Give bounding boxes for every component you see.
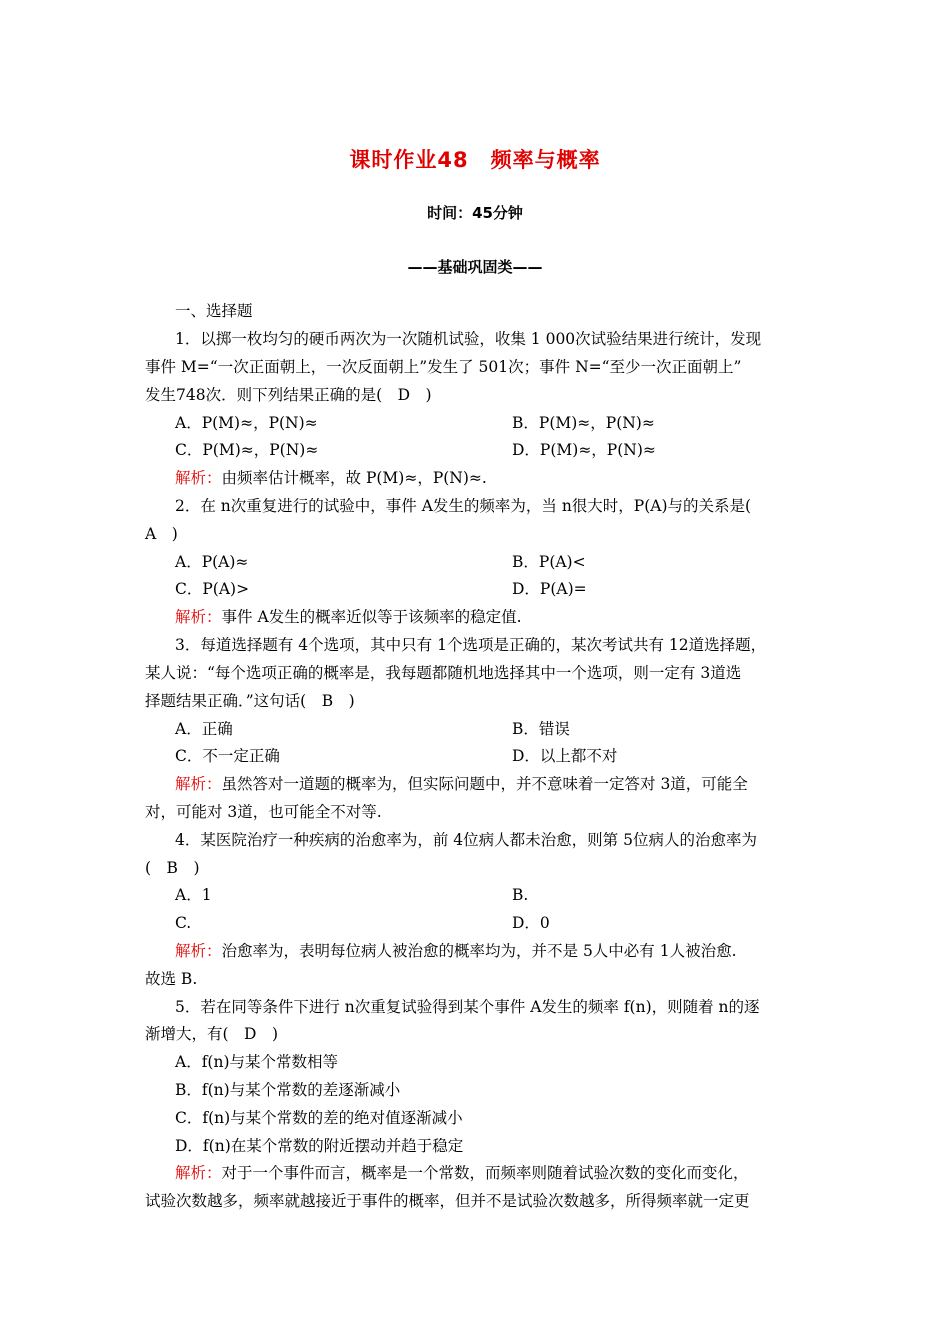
question-2-option-d: D．P(A)= — [512, 580, 587, 598]
time-limit: 时间：45分钟 — [427, 204, 523, 222]
question-2-option-c: C．P(A)> — [175, 580, 250, 598]
section-heading: ——基础巩固类—— — [407, 258, 543, 276]
analysis-label: 解析： — [175, 775, 222, 793]
page-title: 课时作业48 频率与概率 — [349, 148, 601, 172]
question-3-option-d: D．以上都不对 — [512, 747, 618, 765]
question-4-analysis: 故选 B. — [145, 970, 198, 988]
question-4-option-d: D．0 — [512, 914, 550, 932]
question-3-text: 择题结果正确．”这句话( B ) — [145, 692, 355, 710]
question-5-option-d: D．f(n)在某个常数的附近摆动并趋于稳定 — [175, 1137, 464, 1155]
question-5-option-a: A．f(n)与某个常数相等 — [175, 1053, 339, 1071]
question-3-option-a: A．正确 — [175, 720, 233, 738]
question-2-text: 2．在 n次重复进行的试验中，事件 A发生的频率为，当 n很大时，P(A)与的关系是( — [175, 497, 752, 515]
question-1-text: 事件 M=“一次正面朝上，一次反面朝上”发生了 501次；事件 N=“至少一次正面朝上” — [145, 358, 742, 376]
question-1-analysis: 解析：由频率估计概率，故 P(M)≈，P(N)≈. — [175, 469, 487, 487]
analysis-label: 解析： — [175, 469, 222, 487]
question-1-option-d: D．P(M)≈，P(N)≈ — [512, 441, 656, 459]
question-3-text: 某人说：“每个选项正确的概率是，我每题都随机地选择其中一个选项，则一定有 3道选 — [145, 664, 742, 682]
question-4-text: 4．某医院治疗一种疾病的治愈率为，前 4位病人都未治愈，则第 5位病人的治愈率为 — [175, 831, 757, 849]
question-4-text: ( B ) — [145, 859, 200, 877]
question-5-option-c: C．f(n)与某个常数的差的绝对值逐渐减小 — [175, 1109, 463, 1127]
question-1-option-c: C．P(M)≈，P(N)≈ — [175, 441, 319, 459]
question-3-text: 3．每道选择题有 4个选项，其中只有 1个选项是正确的，某次考试共有 12道选择题， — [175, 636, 767, 654]
question-4-option-c: C. — [175, 914, 192, 932]
question-2-analysis: 解析：事件 A发生的概率近似等于该频率的稳定值. — [175, 608, 522, 626]
question-5-text: 5．若在同等条件下进行 n次重复试验得到某个事件 A发生的频率 f(n)，则随着 n的逐 — [175, 998, 760, 1016]
question-5-analysis: 解析：对于一个事件而言，概率是一个常数，而频率则随着试验次数的变化而变化， — [175, 1164, 749, 1182]
question-3-option-c: C．不一定正确 — [175, 747, 280, 765]
question-1-text: 发生748次．则下列结果正确的是( D ) — [145, 386, 432, 404]
question-3-option-b: B．错误 — [512, 720, 570, 738]
question-2-option-b: B．P(A)< — [512, 553, 586, 571]
question-5-option-b: B．f(n)与某个常数的差逐渐减小 — [175, 1081, 401, 1099]
question-5-text: 渐增大，有( D ) — [145, 1025, 279, 1043]
part-heading: 一、选择题 — [175, 302, 253, 320]
question-1-option-a: A．P(M)≈，P(N)≈ — [175, 414, 318, 432]
question-2-option-a: A．P(A)≈ — [175, 553, 249, 571]
question-1-option-b: B．P(M)≈，P(N)≈ — [512, 414, 655, 432]
question-5-analysis: 试验次数越多，频率就越接近于事件的概率，但并不是试验次数越多，所得频率就一定更 — [145, 1192, 750, 1210]
question-3-analysis: 对，可能对 3道，也可能全不对等. — [145, 803, 382, 821]
question-4-option-b: B. — [512, 886, 529, 904]
question-1-text: 1．以掷一枚均匀的硬币两次为一次随机试验，收集 1 000次试验结果进行统计，发现 — [175, 330, 762, 348]
analysis-label: 解析： — [175, 608, 222, 626]
analysis-label: 解析： — [175, 1164, 222, 1182]
question-3-analysis: 解析：虽然答对一道题的概率为，但实际问题中，并不意味着一定答对 3道，可能全 — [175, 775, 748, 793]
question-2-text: A ) — [145, 525, 178, 543]
question-4-option-a: A．1 — [175, 886, 212, 904]
analysis-label: 解析： — [175, 942, 222, 960]
question-4-analysis: 解析：治愈率为，表明每位病人被治愈的概率均为，并不是 5人中必有 1人被治愈. — [175, 942, 737, 960]
